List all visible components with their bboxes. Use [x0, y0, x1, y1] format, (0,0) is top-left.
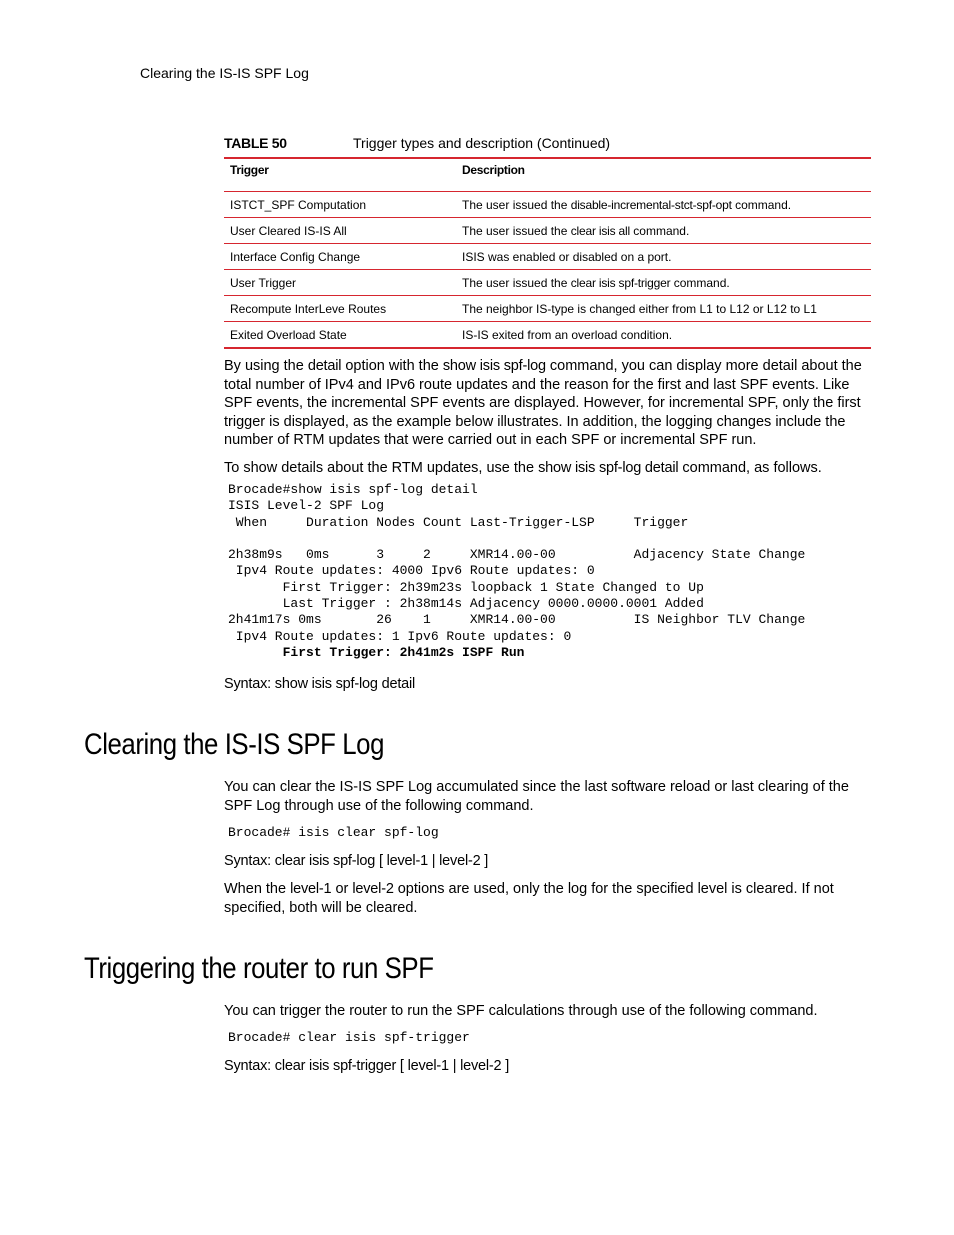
table-header-row: [224, 158, 871, 192]
code-example-clear-spf-log: Brocade# isis clear spf-log: [228, 825, 439, 840]
column-header-trigger: Trigger: [224, 158, 456, 192]
description-text: command.: [629, 223, 690, 238]
code-example-clear-spf-trigger: Brocade# clear isis spf-trigger: [228, 1030, 470, 1045]
description-text: command.: [670, 275, 730, 290]
code-output: Brocade#show isis spf-log detail ISIS Level-2 SPF Log When Duration Nodes Count Last-Trigger-LSP Trigger 2h38m9s 0ms 3 2 XMR14.00-00 Adjacency State Change Ipv4 Route updates: 4000 Ipv6 Route updates: 0 First Trigger: 2h39m23s loopback 1 State Changed to Up Last Trigger : 2h38m14s Adjacency 0000.0000.0001 Added 2h41m17s 0ms 26 1 XMR14.00-00 IS Neighbor TLV Change Ipv4 Route updates: 1 Ipv6 Route updates: 0: [228, 482, 806, 644]
column-header-description: Description: [456, 158, 871, 192]
trigger-cell: Exited Overload State: [230, 327, 347, 342]
description-text: IS-IS exited from an overload condition.: [462, 327, 673, 342]
paragraph-level-options: [224, 880, 874, 917]
trigger-cell: User Cleared IS-IS All: [224, 218, 456, 244]
description-cell: [456, 296, 871, 322]
table-row: [224, 322, 871, 349]
paragraph-clear-log: You can clear the IS-IS SPF Log accumulated since the last software reload or last clearing of the SPF Log through use of the following command.: [224, 779, 849, 814]
description-text: The neighbor IS-type is changed either from L1 to L12 or L12 to L1: [462, 301, 817, 316]
text: When the: [224, 881, 291, 897]
section-heading-clearing: Clearing the IS-IS SPF Log: [84, 728, 385, 761]
trigger-cell: User Trigger: [224, 270, 456, 296]
description-text: The user issued the: [462, 223, 571, 238]
text: To show details about the RTM updates, use the: [224, 460, 539, 476]
text: By using the: [224, 358, 308, 374]
description-text: command.: [731, 197, 792, 212]
command-show-isis-spf-log-detail: show isis spf-log detail: [538, 460, 679, 476]
code-example-spf-log-detail: [228, 482, 805, 661]
description-text: ISIS was enabled or disabled on a port.: [462, 249, 672, 264]
paragraph-trigger-spf: You can trigger the router to run the SPF calculations through use of the following command.: [224, 1003, 818, 1019]
trigger-cell: Interface Config Change: [224, 244, 456, 270]
description-cell: [456, 218, 871, 244]
text: or: [331, 881, 353, 897]
paragraph-detail-option: [224, 357, 874, 450]
table-number: TABLE 50: [224, 135, 287, 151]
syntax-clear-isis-spf-trigger: Syntax: clear isis spf-trigger [ level-1 | level-2 ]: [224, 1058, 510, 1074]
text: option with the: [341, 358, 443, 374]
trigger-cell: Recompute InterLeve Routes: [224, 296, 456, 322]
table-row: [224, 244, 871, 270]
keyword-level-2: level-2: [352, 881, 394, 897]
text: command, as follows.: [678, 460, 822, 476]
description-cell: [456, 244, 871, 270]
table-row: [224, 218, 871, 244]
table-row: [224, 192, 871, 218]
table-title: Trigger types and description (Continued): [353, 135, 611, 151]
syntax-show-isis-spf-log-detail: Syntax: show isis spf-log detail: [224, 676, 416, 692]
trigger-cell: ISTCT_SPF Computation: [224, 192, 456, 218]
keyword-level-1: level-1: [290, 881, 332, 897]
description-text: The user issued the: [462, 275, 571, 290]
running-header: Clearing the IS-IS SPF Log: [140, 65, 309, 81]
table-row: [224, 296, 871, 322]
command-text: disable-incremental-stct-spf-opt: [570, 197, 732, 212]
description-cell: [456, 270, 871, 296]
keyword-detail: detail: [307, 358, 342, 374]
description-cell: [456, 322, 871, 349]
trigger-table: [224, 157, 871, 349]
description-cell: [456, 192, 871, 218]
syntax-clear-isis-spf-log: Syntax: clear isis spf-log [ level-1 | level-2 ]: [224, 853, 489, 869]
table-row: [224, 270, 871, 296]
command-show-isis-spf-log: show isis spf-log: [442, 358, 546, 374]
code-output-bold: First Trigger: 2h41m2s ISPF Run: [228, 644, 525, 660]
description-text: The user issued the: [462, 197, 571, 212]
command-text: clear isis spf-trigger: [570, 275, 671, 290]
text: command, you can display more detail about the total number of IPv4 and IPv6 route updates and the reason for the first and last SPF events. Like SPF events, the incremental SPF events are displayed. However, for incremental SPF, only the first trigger is displayed, as the example below illustrates. In addition, the logging changes include the number of RTM updates that were carried out in each SPF or incremental SPF run.: [224, 358, 862, 448]
paragraph-rtm-updates: [224, 459, 874, 478]
command-text: clear isis all: [570, 223, 630, 238]
section-heading-triggering: Triggering the router to run SPF: [84, 952, 434, 985]
table-caption: [224, 135, 870, 151]
text: options are used, only the log for the specified level is cleared. If not specified, both will be cleared.: [224, 881, 834, 916]
